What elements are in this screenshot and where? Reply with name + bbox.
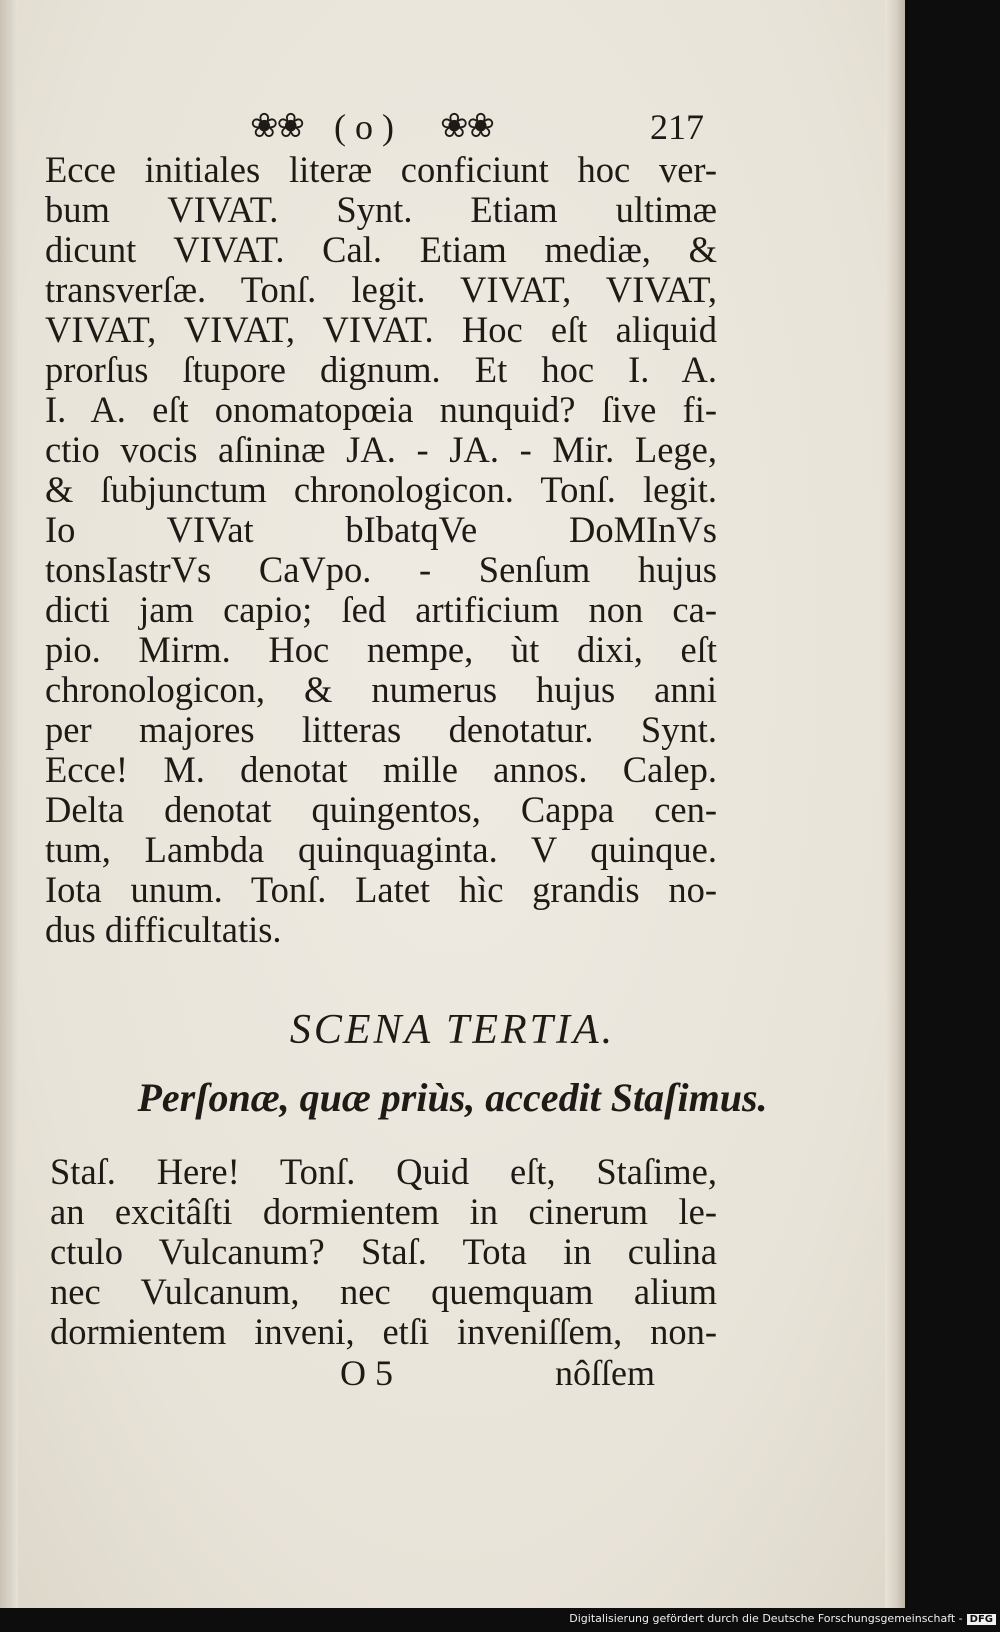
body-text	[45, 150, 717, 950]
text-line: tum, Lambda quinquaginta. V quinque.	[45, 829, 717, 870]
text-line: nec Vulcanum, nec quemquam alium	[50, 1271, 717, 1312]
text-line: Ecce! M. denotat mille annos. Calep.	[45, 749, 717, 790]
text-line: an excitâſti dormientem in cinerum le-	[50, 1191, 717, 1232]
text-line: dicunt VIVAT. Cal. Etiam mediæ, &	[45, 229, 717, 270]
page-number: 217	[650, 107, 704, 147]
text-line: transverſæ. Tonſ. legit. VIVAT, VIVAT,	[45, 269, 717, 310]
text-line: tonsIastrVs CaVpo. - Senſum hujus	[45, 549, 717, 590]
digitization-credit	[0, 1612, 996, 1625]
credit-text: Digitalisierung gefördert durch die Deutsche Forschungsgemeinschaft -	[569, 1612, 963, 1625]
scene-subheading: Perſonæ, quæ priùs, accedit Staſimus.	[137, 1075, 768, 1120]
text-line: Io VIVat bIbatqVe DoMInVs	[45, 509, 717, 550]
page-edge	[885, 0, 905, 1608]
scene-text	[50, 1152, 717, 1352]
text-line: chronologicon, & numerus hujus anni	[45, 669, 717, 710]
catchword: nôſſem	[555, 1353, 655, 1393]
text-line: I. A. eſt onomatopœia nunquid? ſive fi-	[45, 389, 717, 430]
text-line: pio. Mirm. Hoc nempe, ùt dixi, eſt	[45, 629, 717, 670]
page-gutter	[0, 0, 18, 1608]
text-line: ctulo Vulcanum? Staſ. Tota in culina	[50, 1231, 717, 1272]
ornament-right-icon: ❀❀	[440, 108, 493, 145]
signature-mark: O 5	[340, 1353, 393, 1393]
text-line: dormientem inveni, etſi inveniſſem, non-	[50, 1311, 717, 1352]
text-line: Delta denotat quingentos, Cappa cen-	[45, 789, 717, 830]
scene-heading: SCENA TERTIA.	[289, 1007, 616, 1053]
ornament-left-icon: ❀❀	[250, 108, 303, 145]
dfg-logo: DFG	[967, 1614, 996, 1625]
text-line: per majores litteras denotatur. Synt.	[45, 709, 717, 750]
running-head-paren: ( o )	[334, 107, 394, 147]
text-line: dus difficultatis.	[45, 909, 282, 950]
text-line: Iota unum. Tonſ. Latet hìc grandis no-	[45, 869, 717, 910]
text-line: ctio vocis aſininæ JA. - JA. - Mir. Lege,	[45, 429, 717, 470]
text-line: Ecce initiales literæ conficiunt hoc ver-	[45, 149, 717, 190]
text-line: prorſus ſtupore dignum. Et hoc I. A.	[45, 349, 717, 390]
text-line: bum VIVAT. Synt. Etiam ultimæ	[45, 189, 717, 230]
text-line: Staſ. Here! Tonſ. Quid eſt, Staſime,	[50, 1151, 717, 1192]
text-line: VIVAT, VIVAT, VIVAT. Hoc eſt aliquid	[45, 309, 717, 350]
text-line: & ſubjunctum chronologicon. Tonſ. legit.	[45, 469, 717, 510]
text-line: dicti jam capio; ſed artificium non ca-	[45, 589, 717, 630]
